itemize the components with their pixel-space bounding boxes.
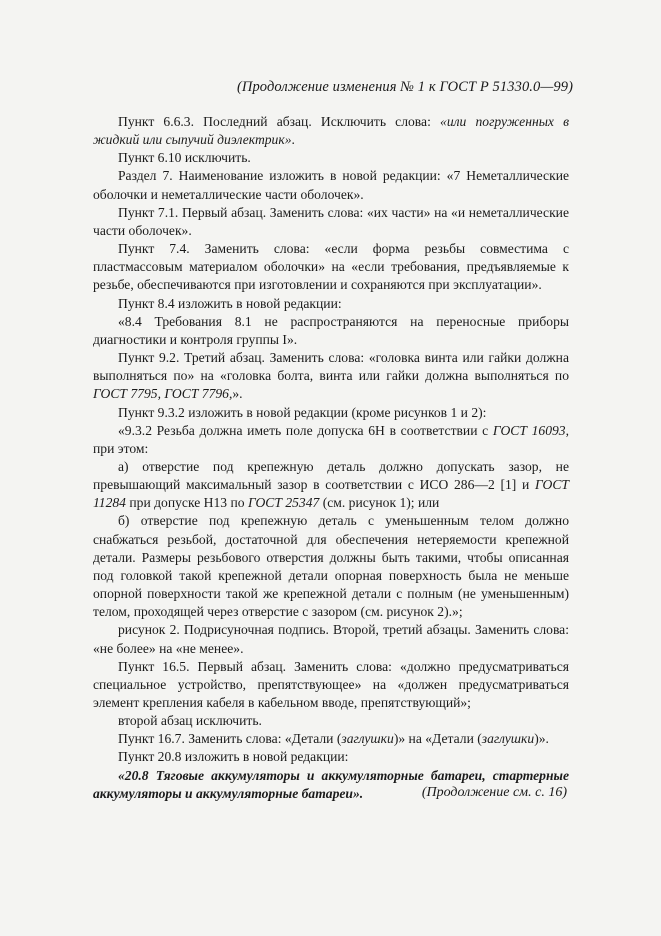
paragraph-text: Пункт 8.4 изложить в новой редакции: [118,295,342,311]
paragraph-text: Пункт 7.4. Заменить слова: «если форма резьбы совместима с пластмассовым материалом оболочки» на «если требования, предъявляемые к резьбе, обеспечиваются при изготовлении и сохраняются при эксплуатации». [93,241,569,293]
italic-phrase: заглушки [481,731,535,747]
paragraph-text: (см. рисунок 1); или [319,495,440,511]
paragraph-6-10 [93,149,569,167]
paragraph-7-1 [93,204,569,240]
paragraph-text: , при этом: [93,422,569,456]
italic-phrase: заглушки [341,731,394,747]
paragraph-text: второй абзац исключить. [118,713,262,729]
paragraph-text: а) отверстие под крепежную деталь должно допускать зазор, не превышающий максимальный зазор в соответствии с ИСО 286—2 [1] и [93,458,569,493]
standard-reference: ГОСТ 25347 [247,495,320,511]
paragraph-text: )». [534,731,549,747]
paragraph-text: Пункт 6.10 исключить. [118,150,251,166]
document-body [93,113,569,803]
paragraph-item-a [93,458,569,512]
paragraph-16-5-second [93,712,569,730]
paragraph-text: Пункт 20.8 изложить в новой редакции: [118,749,349,765]
paragraph-text: при допуске Н13 по [125,495,248,511]
italic-phrase: «или погруженных в жидкий или сыпучий диэлектрик» [93,114,569,148]
paragraph-7-4 [93,240,569,294]
paragraph-text: Пункт 6.6.3. Последний абзац. Исключить слова: [118,114,441,129]
paragraph-item-b [93,512,569,621]
paragraph-text: Пункт 9.2. Третий абзац. Заменить слова: «головка винта или гайки должна выполняться по» на «головка болта, винта или гайки должна выполняться по [93,350,569,384]
paragraph-figure-2 [93,621,569,657]
paragraph-16-7 [93,730,569,748]
bold-italic-heading: «20.8 Тяговые аккумуляторы и аккумуляторные батареи, стартерные аккумуляторы и аккумуляторные батареи». [93,767,569,801]
paragraph-text: рисунок 2. Подрисуночная подпись. Второй, третий абзацы. Заменить слова: «не более» на «не менее». [93,622,569,656]
paragraph-8-4-text [93,313,569,349]
paragraph-text: Пункт 7.1. Первый абзац. Заменить слова: «их части» на «и неметаллические части оболочек». [93,204,569,238]
paragraph-text: Раздел 7. Наименование изложить в новой редакции: «7 Неметаллические оболочки и неметаллические части оболочек». [93,168,569,202]
paragraph-section-7 [93,167,569,203]
paragraph-text: б) отверстие под крепежную деталь с уменьшенным телом должно снабжаться резьбой, достаточной для обеспечения нетеряемости крепежной детали. Размеры резьбового отверстия должны быть такими, чтобы описанная под головкой такой крепежной детали опорная поверхность была не меньше опорной поверхности такой же крепежной детали с полным (не уменьшенным) телом, проходящей через отверстие с зазором (см. рисунок 2).»; [93,513,569,620]
paragraph-9-3-2-text [93,422,569,458]
paragraph-8-4 [93,295,569,313]
standard-reference: ГОСТ 16093 [492,422,566,438]
paragraph-text: Пункт 16.7. Заменить слова: «Детали ( [118,731,342,747]
page-header: (Продолжение изменения № 1 к ГОСТ Р 51330.0—99) [236,79,573,95]
paragraph-text: Пункт 9.3.2 изложить в новой редакции (кроме рисунков 1 и 2): [118,404,487,420]
paragraph-9-2 [93,349,569,403]
page-footer: (Продолжение см. с. 16) [421,785,567,800]
standard-reference: ГОСТ 11284 [93,477,569,511]
standard-reference: ГОСТ 7795, ГОСТ 7796 [93,386,229,402]
paragraph-9-3-2 [93,404,569,422]
paragraph-text: )» на «Детали ( [393,731,482,747]
paragraph-text: . [291,132,295,148]
paragraph-text: «9.3.2 Резьба должна иметь поле допуска 6Н в соответствии с [118,422,493,438]
paragraph-text: ,». [228,386,243,402]
paragraph-6-6-3 [93,113,569,149]
paragraph-16-5 [93,658,569,712]
paragraph-text: Пункт 16.5. Первый абзац. Заменить слова: «должно предусматриваться специальное устройство, препятствующее» на «должен предусматриваться элемент крепления кабеля в кабельном вводе, препятствующий»; [93,658,569,710]
paragraph-20-8 [93,748,569,766]
paragraph-text: «8.4 Требования 8.1 не распространяются на переносные приборы диагностики и контроля группы I». [93,313,569,347]
